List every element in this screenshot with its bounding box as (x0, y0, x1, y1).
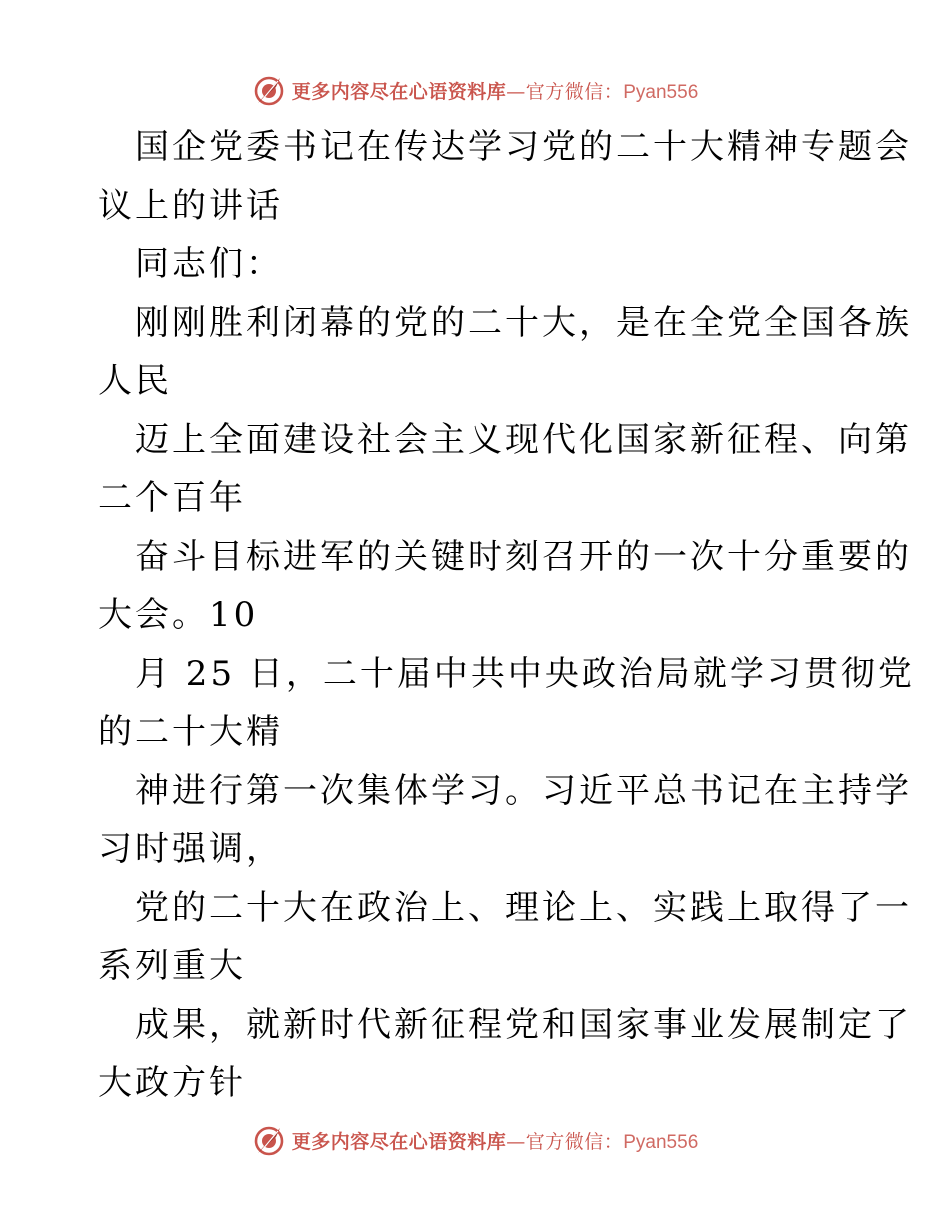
text-line: 议上的讲话 (98, 185, 283, 226)
document-body (98, 118, 915, 1113)
doc-title (98, 118, 912, 235)
quill-circle-icon (252, 73, 286, 107)
text-line: 大会。10 (98, 595, 259, 635)
text-line: 月 25 日，二十届中共中央政治局就学习贯彻党 (135, 653, 915, 694)
banner-wechat-id: Pyan556 (623, 81, 699, 103)
text-line: 迈上全面建设社会主义现代化国家新征程、向第 (135, 419, 912, 460)
paragraph (98, 762, 912, 879)
text-line: 习时强调， (98, 829, 283, 869)
footer-banner (0, 1120, 950, 1160)
paragraph (98, 294, 912, 411)
quill-circle-icon (252, 1123, 286, 1157)
paragraph (98, 528, 912, 645)
banner-wechat-label: —官方微信： (506, 80, 624, 103)
paragraph (98, 996, 912, 1113)
banner-text (292, 77, 699, 104)
text-line: 二个百年 (98, 478, 246, 518)
text-line: 刚刚胜利闭幕的党的二十大，是在全党全国各族 (135, 302, 912, 343)
header-banner (0, 70, 950, 110)
text-line: 同志们： (135, 244, 283, 284)
text-line: 成果，就新时代新征程党和国家事业发展制定了 (135, 1004, 912, 1045)
text-line: 人民 (98, 361, 172, 401)
banner-title: 更多内容尽在心语资料库 (291, 1130, 507, 1153)
text-line: 神进行第一次集体学习。习近平总书记在主持学 (135, 770, 912, 811)
text-line: 的二十大精 (98, 712, 283, 752)
banner-text (292, 1127, 699, 1154)
text-line: 国企党委书记在传达学习党的二十大精神专题会 (135, 127, 912, 167)
banner-title: 更多内容尽在心语资料库 (291, 80, 507, 103)
text-line: 奋斗目标进军的关键时刻召开的一次十分重要的 (135, 536, 912, 577)
paragraph (98, 645, 915, 762)
salutation (98, 235, 858, 294)
banner-wechat-label: —官方微信： (506, 1130, 624, 1153)
text-line: 大政方针 (98, 1063, 246, 1103)
text-line: 系列重大 (98, 946, 246, 986)
text-line: 党的二十大在政治上、理论上、实践上取得了一 (135, 887, 912, 928)
banner-wechat-id: Pyan556 (623, 1131, 699, 1153)
paragraph (98, 411, 912, 528)
paragraph (98, 879, 912, 996)
